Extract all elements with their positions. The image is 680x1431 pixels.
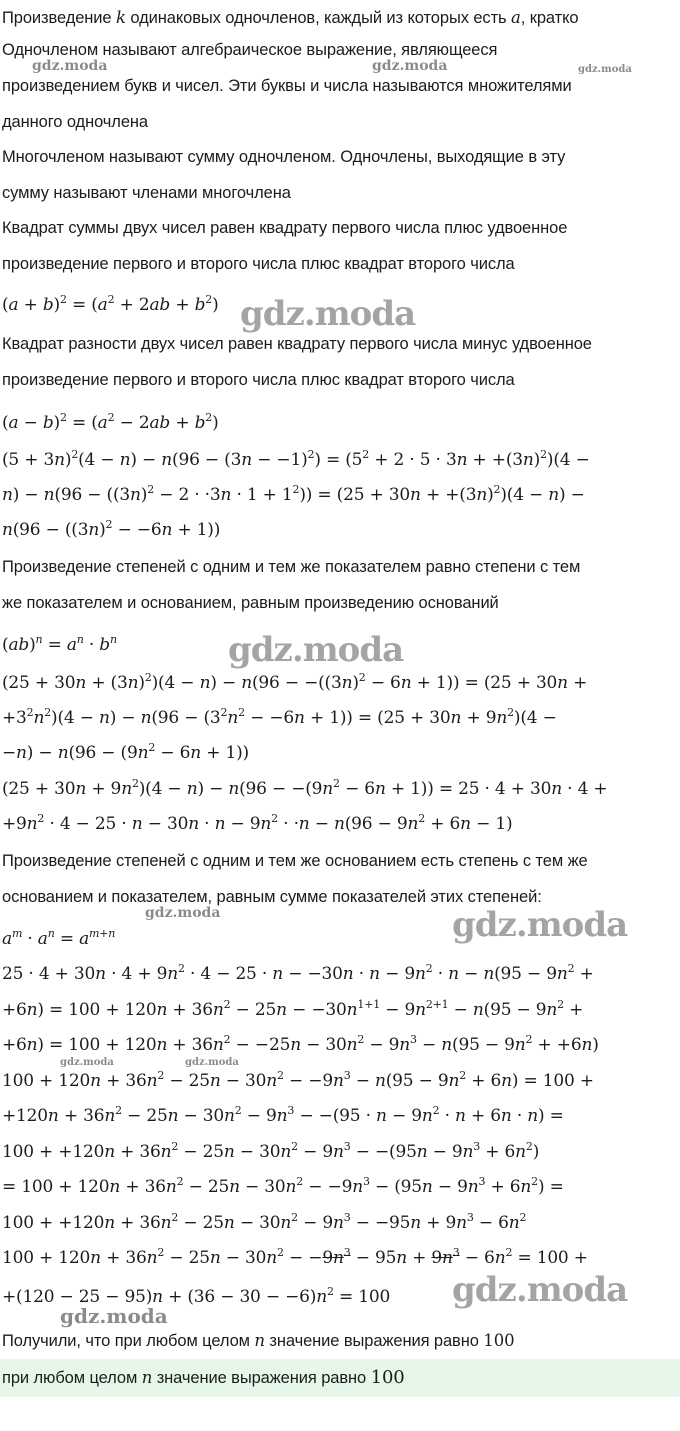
formula-line: $a^m \cdot a^n = a^{m+n}$: [2, 927, 116, 949]
text-line: произведением букв и чисел. Эти буквы и числа называются множителями: [2, 77, 572, 95]
formula-line: $100 + +120n + 36n^2 - 25n - 30n^2 - 9n^3 - -(95n - 9n^3 + 6n^2)$: [2, 1140, 540, 1162]
text-line: Произведение степеней с одним и тем же основанием есть степень с тем же: [2, 852, 588, 870]
formula-line: $+120n + 36n^2 - 25n - 30n^2 - 9n^3 - -(95 \cdot n - 9n^2 \cdot n + 6n \cdot n)$ =: [2, 1104, 564, 1126]
watermark: gdz.moda: [185, 1057, 239, 1068]
watermark: gdz.moda: [240, 294, 416, 334]
formula-line: $n) - n(96 - ((3n)^2 - 2 \cdot \cdot 3n \cdot 1 + 1^2)) = (25 + 30n + +(3n)^2)(4 - n)$ −: [2, 483, 585, 505]
formula-line: $25 \cdot 4 + 30n \cdot 4 + 9n^2 \cdot 4 - 25 \cdot n - -30n \cdot n - 9n^2 \cdot n - n(95 - 9n^2$ +: [2, 962, 594, 984]
watermark: gdz.moda: [452, 1270, 628, 1310]
formula-line: $(a - b)^2 = (a^2 - 2ab + b^2)$: [2, 411, 219, 433]
answer-text: при любом целом n значение выражения равно 100: [2, 1367, 405, 1388]
formula-line: $100 + 120n + 36n^2 - 25n - 30n^2 - -9n^3 - 95n + 9n^3 - 6n^2 = 100$ +: [2, 1246, 588, 1268]
formula-line: $(ab)^n = a^n \cdot b^n$: [2, 633, 117, 655]
formula-line: $100 + 120n + 36n^2 - 25n - 30n^2 - -9n^3 - n(95 - 9n^2 + 6n) = 100$ +: [2, 1069, 594, 1091]
text-line: Произведение k одинаковых одночленов, каждый из которых есть a, кратко: [2, 8, 579, 27]
text-line: основанием и показателем, равным сумме показателей этих степеней:: [2, 888, 542, 906]
formula-line: $100 + +120n + 36n^2 - 25n - 30n^2 - 9n^3 - -95n + 9n^3 - 6n^2$: [2, 1211, 527, 1233]
text-line: произведение первого и второго числа плюс квадрат второго числа: [2, 371, 515, 389]
formula-line: $(25 + 30n + 9n^2)(4 - n) - n(96 - -(9n^2 - 6n + 1)) = 25 \cdot 4 + 30n \cdot 4$ +: [2, 777, 608, 799]
text-line: сумму называют членами многочлена: [2, 184, 291, 202]
text-line: Квадрат суммы двух чисел равен квадрату первого числа плюс удвоенное: [2, 219, 568, 237]
text-line: данного одночлена: [2, 113, 148, 131]
formula-line: $-n) - n(96 - (9n^2 - 6n + 1))$: [2, 741, 249, 763]
formula-line: $+6n) = 100 + 120n + 36n^2 - 25n - -30n^{1+1} - 9n^{2+1} - n(95 - 9n^2$ +: [2, 998, 584, 1020]
text-line: произведение первого и второго числа плюс квадрат второго числа: [2, 255, 515, 273]
formula-line: $(25 + 30n + (3n)^2)(4 - n) - n(96 - -((3n)^2 - 6n + 1)) = (25 + 30n$ +: [2, 671, 588, 693]
text-line: же показателем и основанием, равным произведению оснований: [2, 594, 499, 612]
watermark: gdz.moda: [60, 1057, 114, 1068]
text-line: Получили, что при любом целом n значение выражения равно 100: [2, 1331, 515, 1350]
formula-line: $+(120 - 25 - 95)n + (36 - 30 - -6)n^2 = 100$: [2, 1285, 391, 1307]
watermark: gdz.moda: [452, 905, 628, 945]
answer-box: [0, 1359, 680, 1397]
watermark: gdz.moda: [578, 64, 632, 75]
watermark: gdz.moda: [60, 1304, 168, 1328]
formula-line: $+6n) = 100 + 120n + 36n^2 - -25n - 30n^2 - 9n^3 - n(95 - 9n^2 + +6n)$: [2, 1033, 599, 1055]
formula-line: $+9n^2 \cdot 4 - 25 \cdot n - 30n \cdot n - 9n^2 \cdot \cdot n - n(96 - 9n^2 + 6n - 1)$: [2, 812, 513, 834]
text-line: Многочленом называют сумму одночленом. Одночлены, выходящие в эту: [2, 148, 566, 166]
watermark: gdz.moda: [372, 58, 448, 74]
formula-line: $n(96 - ((3n)^2 - -6n + 1))$: [2, 518, 221, 540]
formula-line: $(5 + 3n)^2(4 - n) - n(96 - (3n - -1)^2) = (5^2 + 2 \cdot 5 \cdot 3n + +(3n)^2)(4$ −: [2, 448, 590, 470]
formula-line: $+3^2n^2)(4 - n) - n(96 - (3^2n^2 - -6n + 1)) = (25 + 30n + 9n^2)(4$ −: [2, 706, 557, 728]
watermark: gdz.moda: [32, 58, 108, 74]
text-line: Квадрат разности двух чисел равен квадрату первого числа минус удвоенное: [2, 335, 592, 353]
formula-line: = $100 + 120n + 36n^2 - 25n - 30n^2 - -9n^3 - (95n - 9n^3 + 6n^2)$ =: [2, 1175, 564, 1197]
watermark: gdz.moda: [145, 905, 221, 921]
text-line: Произведение степеней с одним и тем же показателем равно степени с тем: [2, 558, 581, 576]
text-line: Одночленом называют алгебраическое выражение, являющееся: [2, 41, 498, 59]
formula-line: $(a + b)^2 = (a^2 + 2ab + b^2)$: [2, 293, 219, 315]
watermark: gdz.moda: [228, 630, 404, 670]
